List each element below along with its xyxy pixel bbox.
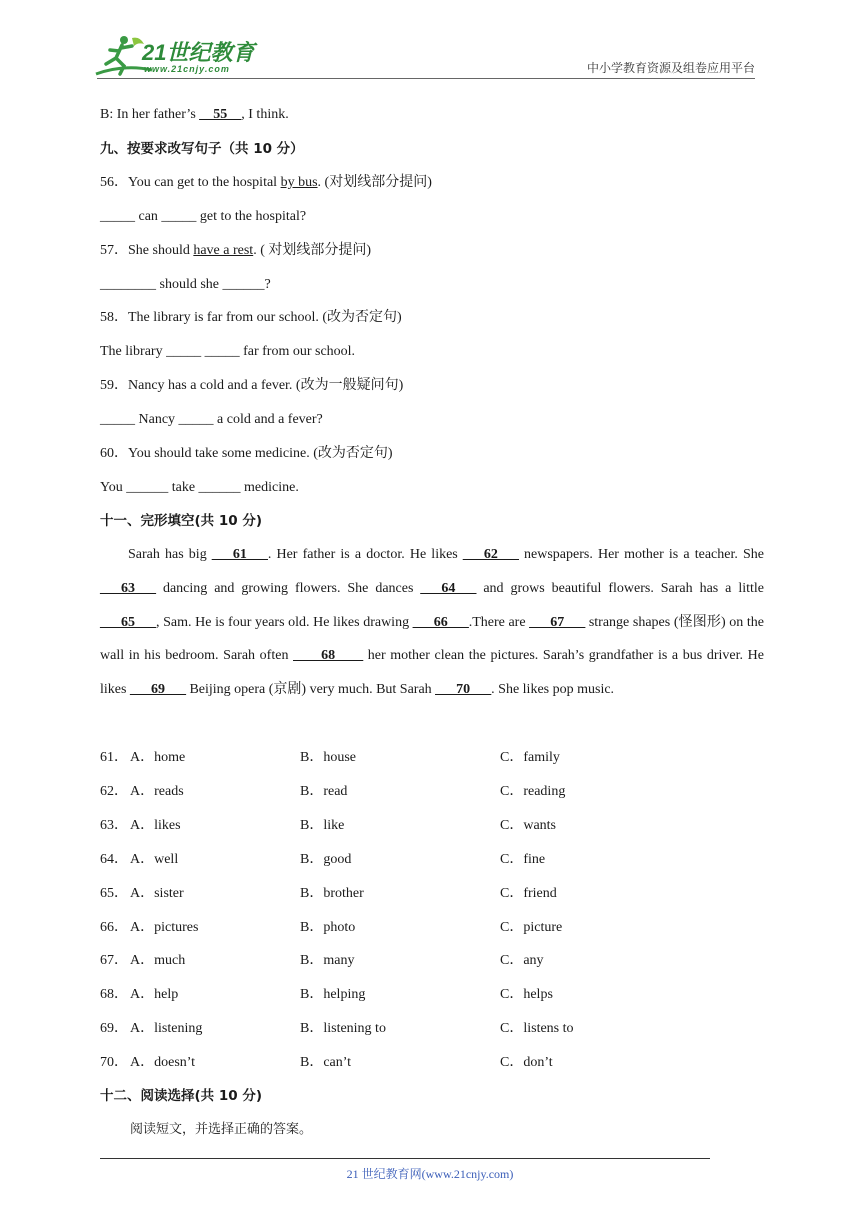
option-c: C．any [500, 953, 544, 969]
option-a: A．doesn’t [130, 1055, 196, 1071]
passage-text: her mother clean the pictures. Sarah’s grandfather is a bus driver. He likes [100, 648, 764, 698]
option-c: C．fine [500, 851, 546, 867]
option-number: 64． [100, 851, 128, 867]
cloze-blank: ___67___ [529, 614, 586, 630]
option-b: B．photo [300, 919, 356, 935]
cloze-blank: ___63___ [100, 580, 156, 596]
option-a: A．well [130, 851, 179, 867]
dialog-line: B: In her father’s __55__, I think. [100, 107, 289, 122]
option-a: A．pictures [130, 919, 199, 935]
option-c: C．listens to [500, 1021, 574, 1037]
option-b: B．listening to [300, 1021, 386, 1037]
answer-60: You ______ take ______ medicine. [100, 480, 299, 495]
logo-url: www.21cnjy.com [144, 64, 230, 74]
cloze-blank: ___70___ [435, 682, 492, 698]
option-a: A．reads [130, 783, 184, 799]
reading-instruction: 阅读短文，并选择正确的答案。 [130, 1122, 313, 1137]
passage-text: and grows beautiful flowers. Sarah has a little [476, 580, 765, 596]
footer-divider [100, 1158, 710, 1159]
cloze-passage [100, 538, 764, 707]
platform-label: 中小学教育资源及组卷应用平台 [586, 61, 755, 75]
logo [94, 34, 264, 80]
cloze-blank: ___62___ [462, 547, 519, 562]
option-b: B．house [300, 750, 356, 765]
option-c: C．friend [500, 885, 557, 901]
option-a: A．much [130, 953, 186, 969]
passage-text: . She likes pop music. [491, 682, 615, 698]
section-title-12: 十二、阅读选择(共 10 分) [100, 1088, 263, 1104]
passage-text: strange shapes (怪图形) on the wall in his bedroom. Sarah often [100, 614, 764, 664]
blank-55: __55__ [199, 107, 242, 122]
option-c: C．helps [500, 987, 553, 1003]
option-number: 63． [100, 817, 128, 833]
cloze-blank: ___69___ [129, 682, 186, 698]
option-c: C．reading [500, 783, 566, 799]
option-b: B．read [300, 783, 348, 799]
option-number: 68． [100, 987, 128, 1003]
answer-59: _____ Nancy _____ a cold and a fever? [100, 412, 323, 427]
option-a: A．listening [130, 1021, 203, 1037]
question-56: 56．You can get to the hospital by bus. (对划线部分提问) [100, 175, 432, 190]
option-b: B．like [300, 817, 345, 833]
option-c: C．family [500, 750, 560, 765]
cloze-blank: ___66___ [412, 614, 469, 630]
passage-text: .There are [468, 614, 530, 630]
option-b: B．helping [300, 987, 366, 1003]
passage-text: Beijing opera (京剧) very much. But Sarah [185, 682, 436, 698]
question-59: 59．Nancy has a cold and a fever. (改为一般疑问句) [100, 378, 404, 393]
option-number: 69． [100, 1021, 128, 1037]
option-a: A．likes [130, 817, 181, 833]
option-number: 61． [100, 750, 128, 765]
header-divider [97, 78, 755, 79]
answer-58: The library _____ _____ far from our school. [100, 344, 356, 359]
question-57: 57．She should have a rest. ( 对划线部分提问) [100, 243, 372, 258]
option-number: 70． [100, 1055, 128, 1071]
option-c: C．wants [500, 817, 556, 833]
passage-text: , Sam. He is four years old. He likes drawing [156, 614, 413, 630]
section-title-11: 十一、完形填空(共 10 分) [100, 513, 263, 529]
page-header [0, 0, 860, 82]
cloze-blank: ___65___ [100, 614, 156, 630]
option-a: A．help [130, 987, 179, 1003]
cloze-blank: ___61___ [211, 547, 268, 562]
option-b: B．can’t [300, 1055, 352, 1071]
option-c: C．picture [500, 919, 563, 935]
option-b: B．many [300, 953, 355, 969]
cloze-blank: ___64___ [420, 580, 477, 596]
passage-text: . Her father is a doctor. He likes [267, 547, 463, 562]
option-b: B．brother [300, 885, 364, 901]
option-b: B．good [300, 851, 352, 867]
passage-text: dancing and growing flowers. She dances [156, 580, 421, 596]
footer-text: 21 世纪教育网(www.21cnjy.com) [346, 1167, 514, 1181]
option-number: 67． [100, 953, 128, 969]
question-60: 60．You should take some medicine. (改为否定句) [100, 446, 393, 461]
question-58: 58．The library is far from our school. (改为否定句) [100, 310, 402, 325]
option-number: 66． [100, 919, 128, 935]
option-number: 62． [100, 783, 128, 799]
option-a: A．sister [130, 885, 184, 901]
answer-57: ________ should she ______? [100, 277, 271, 292]
passage-text: newspapers. Her mother is a teacher. She [518, 547, 764, 562]
cloze-blank: ____68____ [293, 648, 364, 664]
option-a: A．home [130, 750, 186, 765]
passage-text: Sarah has big [128, 547, 212, 562]
logo-text: 21世纪教育 [142, 40, 255, 65]
section-title-9: 九、按要求改写句子（共 10 分） [100, 141, 304, 157]
option-c: C．don’t [500, 1055, 553, 1071]
answer-56: _____ can _____ get to the hospital? [100, 209, 307, 224]
option-number: 65． [100, 885, 128, 901]
